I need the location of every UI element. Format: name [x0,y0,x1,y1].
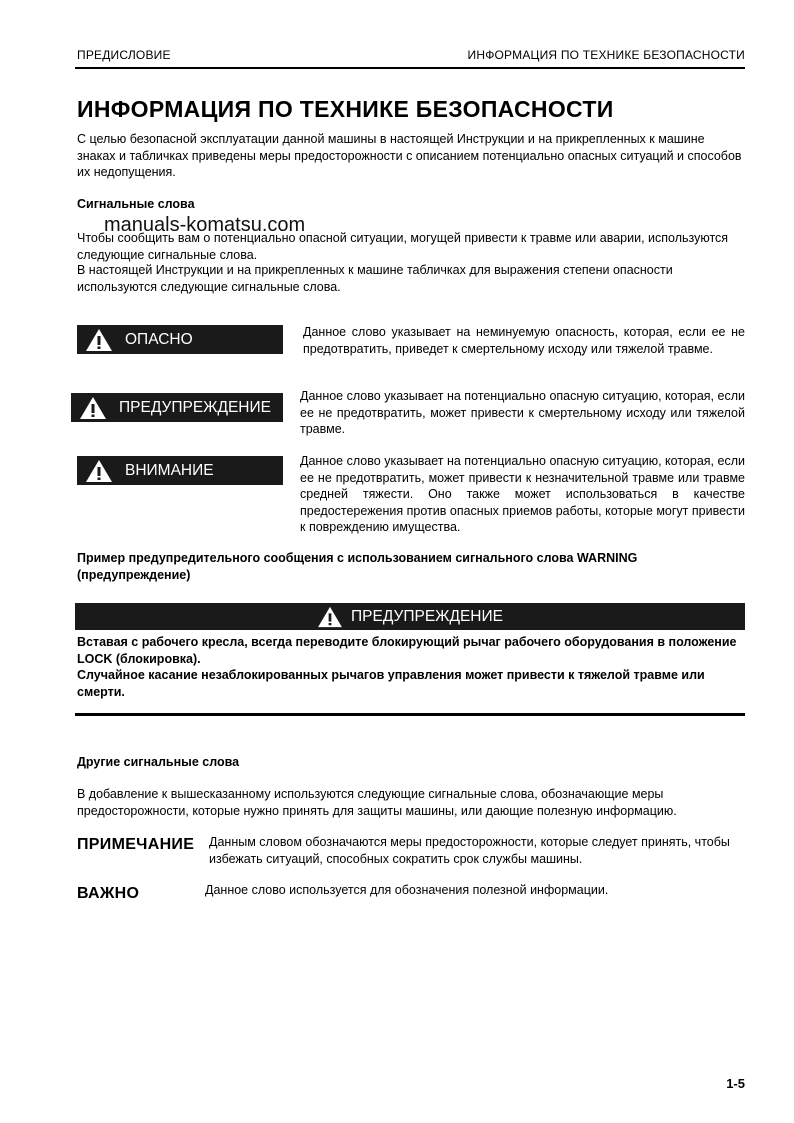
warning-badge [71,393,283,422]
signal-words-heading: Сигнальные слова [77,197,195,211]
important-keyword: ВАЖНО [77,885,140,902]
example-warning-bar [75,603,745,630]
example-warning-text [77,634,745,700]
signal-words-text-1: Чтобы сообщить вам о потенциально опасной ситуации, могущей привести к травме или аварии, используются следующие сигнальные слова. [77,231,729,262]
header-divider [75,67,745,69]
important-description: Данное слово используется для обозначения полезной информации. [205,883,609,897]
header-chapter-title: ИНФОРМАЦИЯ ПО ТЕХНИКЕ БЕЗОПАСНОСТИ [467,48,745,62]
caution-label: ВНИМАНИЕ [125,461,214,479]
warning-triangle-icon [85,328,113,352]
example-bottom-divider [75,713,745,716]
example-line-2: Случайное касание незаблокированных рычагов управления может привести к тяжелой травме или смерти. [77,668,705,699]
notice-description: Данным словом обозначаются меры предосторожности, которые следует принять, чтобы избежать ситуаций, способных сократить срок службы машины. [209,835,730,866]
intro-paragraph: С целью безопасной эксплуатации данной машины в настоящей Инструкции и на прикрепленных к машине знаках и табличках приведены меры предосторожности с описанием потенциально опасных ситуаций и способов их недопущения. [77,132,742,179]
other-words-heading: Другие сигнальные слова [77,755,240,769]
warning-triangle-icon [79,396,107,420]
watermark: manuals-komatsu.com [104,214,306,236]
warning-label: ПРЕДУПРЕЖДЕНИЕ [119,398,271,416]
signal-words-text-2: В настоящей Инструкции и на прикрепленных к машине табличках для выражения степени опасности используются следующие сигнальные слова. [77,263,673,294]
page-number: 1-5 [726,1076,745,1091]
page-title: ИНФОРМАЦИЯ ПО ТЕХНИКЕ БЕЗОПАСНОСТИ [77,96,614,122]
other-words-intro: В добавление к вышесказанному используются следующие сигнальные слова, обозначающие меры предосторожности, которые нужно принять для защиты машины, или дающие полезную информацию. [77,787,677,818]
notice-keyword: ПРИМЕЧАНИЕ [77,836,195,853]
example-bar-label: ПРЕДУПРЕЖДЕНИЕ [351,607,503,625]
caution-badge [77,456,283,485]
danger-description: Данное слово указывает на неминуемую опасность, которая, если ее не предотвратить, приведет к смертельному исходу или тяжелой травме. [303,325,745,356]
warning-triangle-icon [317,606,343,628]
header-section-label: ПРЕДИСЛОВИЕ [77,48,171,62]
danger-badge [77,325,283,354]
example-line-1: Вставая с рабочего кресла, всегда переводите блокирующий рычаг рабочего оборудования в положение LOCK (блокировка). [77,635,737,666]
danger-label: ОПАСНО [125,330,193,348]
example-heading: Пример предупредительного сообщения с использованием сигнального слова WARNING (предупреждение) [77,551,638,582]
warning-description: Данное слово указывает на потенциально опасную ситуацию, которая, если ее не предотвратить, может привести к смертельному исходу или тяжелой травме. [300,389,745,436]
warning-triangle-icon [85,459,113,483]
caution-description: Данное слово указывает на потенциально опасную ситуацию, которая, если ее не предотвратить, может привести к незначительной травме или травме средней тяжести. Оно также может использоваться в качестве предостережения против опасных приемов работы, которые могут привести к повреждению имущества. [300,454,745,534]
